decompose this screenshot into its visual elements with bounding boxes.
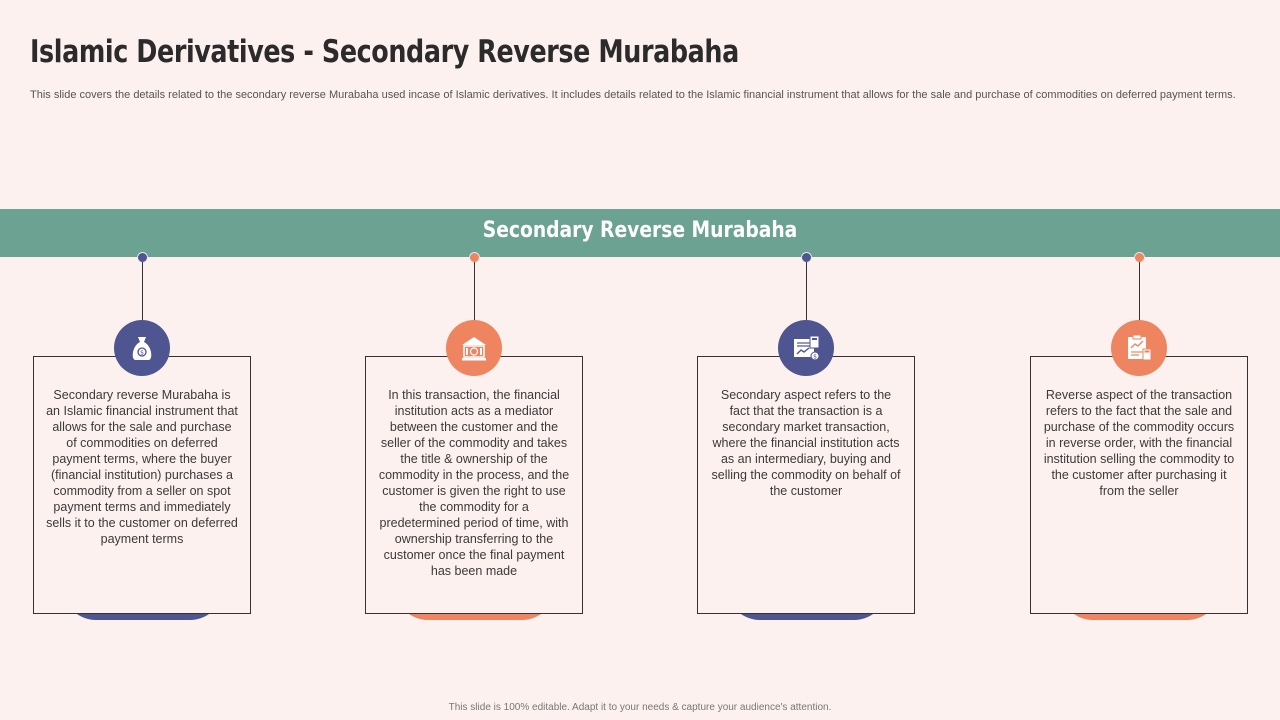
connector-line [142, 262, 143, 322]
info-card [365, 356, 583, 614]
card-text: Secondary reverse Murabaha is an Islamic financial instrument that allows for the sale and purchase of commodities on deferred payment terms, where the buyer (financial institution) purchases a commodity from a seller on spot payment terms and immediately sells it to the customer on deferred payment terms [46, 388, 238, 546]
page-subtitle: This slide covers the details related to the secondary reverse Murabaha used incase of Islamic derivatives. It includes details related to the Islamic financial instrument that allows for the sale and purchase of commodities on deferred payment terms. [30, 89, 1236, 101]
money-bag-icon [114, 320, 170, 376]
info-column-4 [1030, 257, 1250, 627]
clipboard-chart-icon [1111, 320, 1167, 376]
financial-report-icon [778, 320, 834, 376]
svg-text:$: $ [813, 353, 817, 361]
bank-building-icon [446, 320, 502, 376]
banner-title: Secondary Reverse Murabaha [482, 218, 798, 243]
card-text: Reverse aspect of the transaction refers to the fact that the sale and purchase of the commodity occurs in reverse order, with the financial institution selling the commodity to the customer after purchasing it from the seller [1043, 388, 1235, 498]
section-banner [0, 209, 1280, 257]
info-column-1 [33, 257, 253, 627]
info-column-3 [697, 257, 917, 627]
connector-line [474, 262, 475, 322]
connector-line [806, 262, 807, 322]
card-text: Secondary aspect refers to the fact that the transaction is a secondary market transaction, where the financial institution acts as an intermediary, buying and selling the commodity on behalf of the customer [711, 388, 901, 498]
info-card [1030, 356, 1248, 614]
connector-line [1139, 262, 1140, 322]
page-title: Islamic Derivatives - Secondary Reverse Murabaha [30, 34, 739, 70]
svg-text:$: $ [140, 349, 144, 357]
info-card [33, 356, 251, 614]
info-column-2 [365, 257, 585, 627]
card-text: In this transaction, the financial institution acts as a mediator between the customer and the seller of the commodity and takes the title & ownership of the commodity in the process, and the customer is given the right to use the commodity for a predetermined period of time, with ownership transferring to the customer once the final payment has been made [378, 388, 570, 578]
footer-note: This slide is 100% editable. Adapt it to your needs & capture your audience's attention. [448, 702, 832, 713]
info-card [697, 353, 915, 614]
